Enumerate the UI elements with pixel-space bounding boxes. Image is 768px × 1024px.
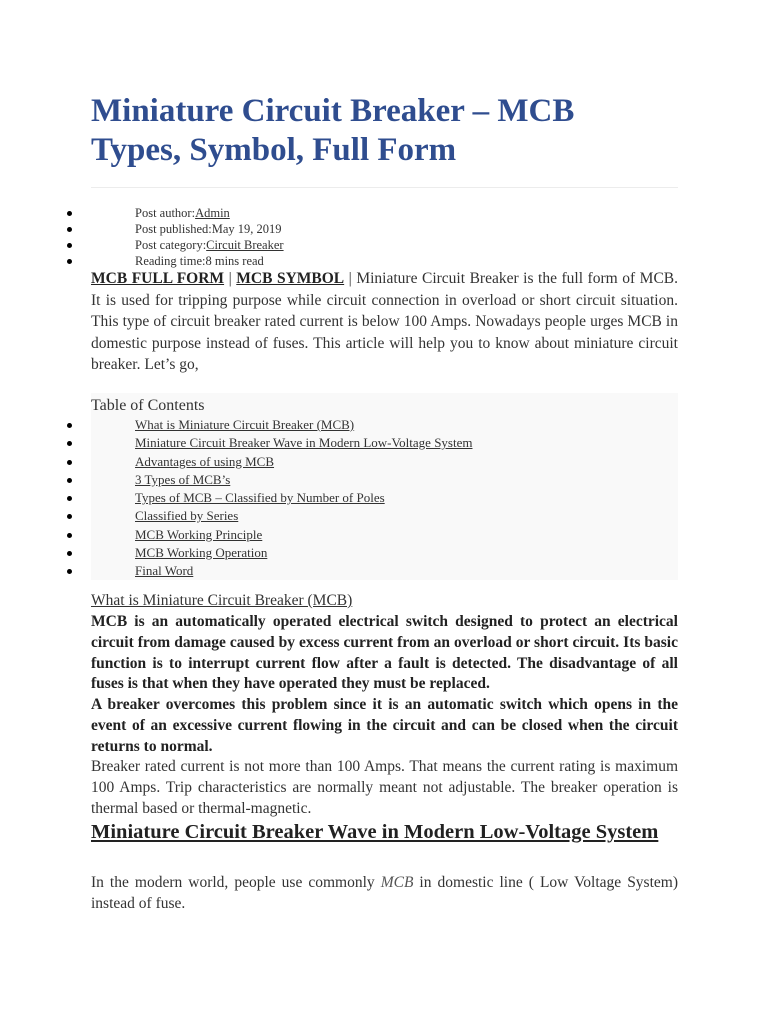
toc-item: [64, 434, 472, 452]
section1-paragraph-3: Breaker rated current is not more than 100 Amps. That means the current rating is maximum 100 Amps. Trip characteristics are normally meant not adjustable. The breaker operation is thermal based or thermal-magnetic.: [91, 758, 678, 817]
meta-published-label: Post published:: [135, 222, 212, 236]
bullet-icon: [67, 441, 72, 446]
toc-item: [64, 562, 472, 580]
meta-author-label: Post author:: [135, 206, 196, 220]
bullet-icon: [67, 227, 72, 232]
meta-reading-time: [64, 253, 284, 269]
intro-text: Miniature Circuit Breaker is the full form of MCB. It is used for tripping purpose while circuit connection in overload or short circuit situation. This type of circuit breaker rated current is below 100 Amps. Nowadays people urges MCB in domestic purpose instead of fuses. This article will help you to know about miniature circuit breaker. Let’s go,: [91, 270, 679, 373]
category-link[interactable]: Circuit Breaker: [206, 238, 284, 252]
toc-link[interactable]: Miniature Circuit Breaker Wave in Modern Low-Voltage System: [135, 435, 473, 451]
section1-paragraph-2: A breaker overcomes this problem since it is an automatic switch which opens in the event of an excessive current flowing in the circuit and can be closed when the circuit returns to normal.: [91, 696, 678, 755]
bullet-icon: [67, 514, 72, 519]
bullet-icon: [67, 533, 72, 538]
bullet-icon: [67, 551, 72, 556]
toc-link[interactable]: MCB Working Operation: [135, 545, 268, 561]
toc-item: [64, 507, 472, 525]
toc-item: [64, 526, 472, 544]
author-link[interactable]: Admin: [195, 206, 230, 220]
toc-link[interactable]: What is Miniature Circuit Breaker (MCB): [135, 417, 355, 432]
toc-title: Table of Contents: [91, 397, 205, 414]
bullet-icon: [67, 496, 72, 501]
intro-separator: |: [344, 270, 357, 287]
title-divider: [91, 187, 678, 188]
toc-list: [64, 416, 472, 581]
toc-link[interactable]: MCB Working Principle: [135, 526, 263, 542]
section2-paragraph-1: [91, 873, 678, 915]
toc-item: [64, 489, 472, 507]
toc-item: [64, 471, 472, 489]
section2-p1-after: in domestic line ( Low Voltage System) instead of fuse.: [91, 874, 678, 912]
section1-paragraph-1: [91, 612, 678, 695]
toc-link[interactable]: Types of MCB – Classified by Number of Poles: [135, 490, 385, 506]
intro-separator: |: [224, 270, 237, 287]
toc-item: [64, 453, 472, 471]
mcb-symbol-link[interactable]: MCB SYMBOL: [236, 270, 345, 287]
toc-link[interactable]: Classified by Series: [135, 508, 239, 524]
bullet-icon: [67, 478, 72, 483]
meta-author: [64, 205, 284, 221]
mcb-lead-term: MCB: [91, 613, 128, 630]
toc-item: [64, 544, 472, 562]
intro-paragraph: [91, 268, 678, 376]
section2-p1-before: In the modern world, people use commonly: [91, 874, 381, 891]
bullet-icon: [67, 460, 72, 465]
meta-category-label: Post category:: [135, 238, 207, 252]
bullet-icon: [67, 243, 72, 248]
meta-published-value: May 19, 2019: [211, 222, 282, 236]
toc-link[interactable]: 3 Types of MCB’s: [135, 471, 231, 487]
section2-p1-em: MCB: [380, 874, 414, 891]
meta-reading-value: 8 mins read: [205, 254, 264, 268]
section-heading-mcb-wave: Miniature Circuit Breaker Wave in Modern Low-Voltage System: [91, 821, 659, 843]
post-meta-list: [64, 205, 284, 269]
mcb-full-form-link[interactable]: MCB FULL FORM: [91, 270, 225, 287]
meta-reading-label: Reading time:: [135, 254, 206, 268]
section-heading-what-is-mcb: What is Miniature Circuit Breaker (MCB): [91, 592, 353, 609]
section1-p1-text: is an automatically operated electrical switch designed to protect an electrical circuit from damage caused by excess current from an overload or short circuit. Its basic function is to interrupt current flow after a fault is detected. The disadvantage of all fuses is that when they have operated they must be replaced.: [91, 613, 678, 693]
meta-category: [64, 237, 284, 253]
bullet-icon: [67, 569, 72, 574]
toc-link[interactable]: Advantages of using MCB: [135, 453, 275, 469]
bullet-icon: [67, 259, 72, 264]
meta-published: [64, 221, 284, 237]
toc-item: [64, 416, 472, 434]
bullet-icon: [67, 423, 72, 428]
bullet-icon: [67, 211, 72, 216]
page-title: Miniature Circuit Breaker – MCB Types, Symbol, Full Form: [91, 93, 575, 168]
toc-link[interactable]: Final Word: [135, 563, 194, 579]
